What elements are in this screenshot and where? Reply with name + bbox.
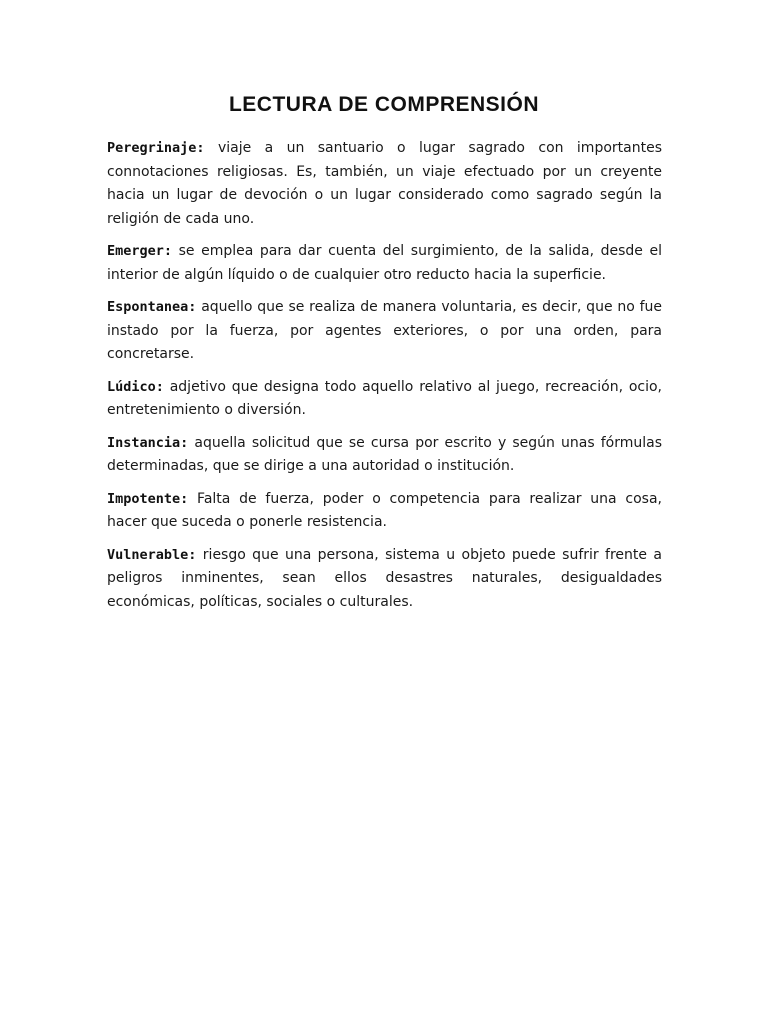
page-title: LECTURA DE COMPRENSIÓN bbox=[228, 93, 540, 116]
term-espontanea: Espontanea: bbox=[107, 299, 197, 315]
glossary-entry-espontanea bbox=[107, 296, 662, 367]
definition-espontanea: aquello que se realiza de manera voluntaria, es decir, que no fue instado por la fuerza, por agentes exteriores, o por una orden, para concretarse. bbox=[107, 299, 662, 362]
term-emerger: Emerger: bbox=[107, 243, 173, 259]
definition-impotente: Falta de fuerza, poder o competencia para realizar una cosa, hacer que suceda o ponerle resistencia. bbox=[107, 490, 662, 530]
definition-vulnerable: riesgo que una persona, sistema u objeto puede sufrir frente a peligros inminentes, sean ellos desastres naturales, desigualdades económicas, políticas, sociales o culturales. bbox=[107, 546, 662, 610]
term-impotente: Impotente: bbox=[107, 490, 189, 507]
term-peregrinaje: Peregrinaje: bbox=[107, 140, 205, 156]
definition-peregrinaje: viaje a un santuario o lugar sagrado con importantes connotaciones religiosas. Es, también, un viaje efectuado por un creyente hacia un lugar de devoción o un lugar considerado como sagrado según la religión de cada uno. bbox=[107, 140, 662, 227]
glossary-entry-emerger bbox=[107, 240, 662, 287]
glossary-entry-vulnerable bbox=[107, 544, 662, 615]
glossary-entry-ludico bbox=[107, 376, 662, 423]
definition-ludico: adjetivo que designa todo aquello relativo al juego, recreación, ocio, entretenimiento o diversión. bbox=[107, 378, 662, 418]
term-vulnerable: Vulnerable: bbox=[107, 546, 197, 563]
definition-emerger: se emplea para dar cuenta del surgimiento, de la salida, desde el interior de algún líquido o de cualquier otro reducto hacia la superficie. bbox=[107, 243, 662, 283]
glossary-entry-instancia bbox=[107, 432, 662, 479]
definition-instancia: aquella solicitud que se cursa por escrito y según unas fórmulas determinadas, que se dirige a una autoridad o institución. bbox=[107, 434, 662, 474]
term-ludico: Lúdico: bbox=[107, 378, 164, 395]
glossary-list bbox=[107, 137, 662, 623]
glossary-entry-impotente bbox=[107, 488, 662, 535]
term-instancia: Instancia: bbox=[107, 434, 189, 451]
glossary-entry-peregrinaje bbox=[107, 137, 662, 231]
